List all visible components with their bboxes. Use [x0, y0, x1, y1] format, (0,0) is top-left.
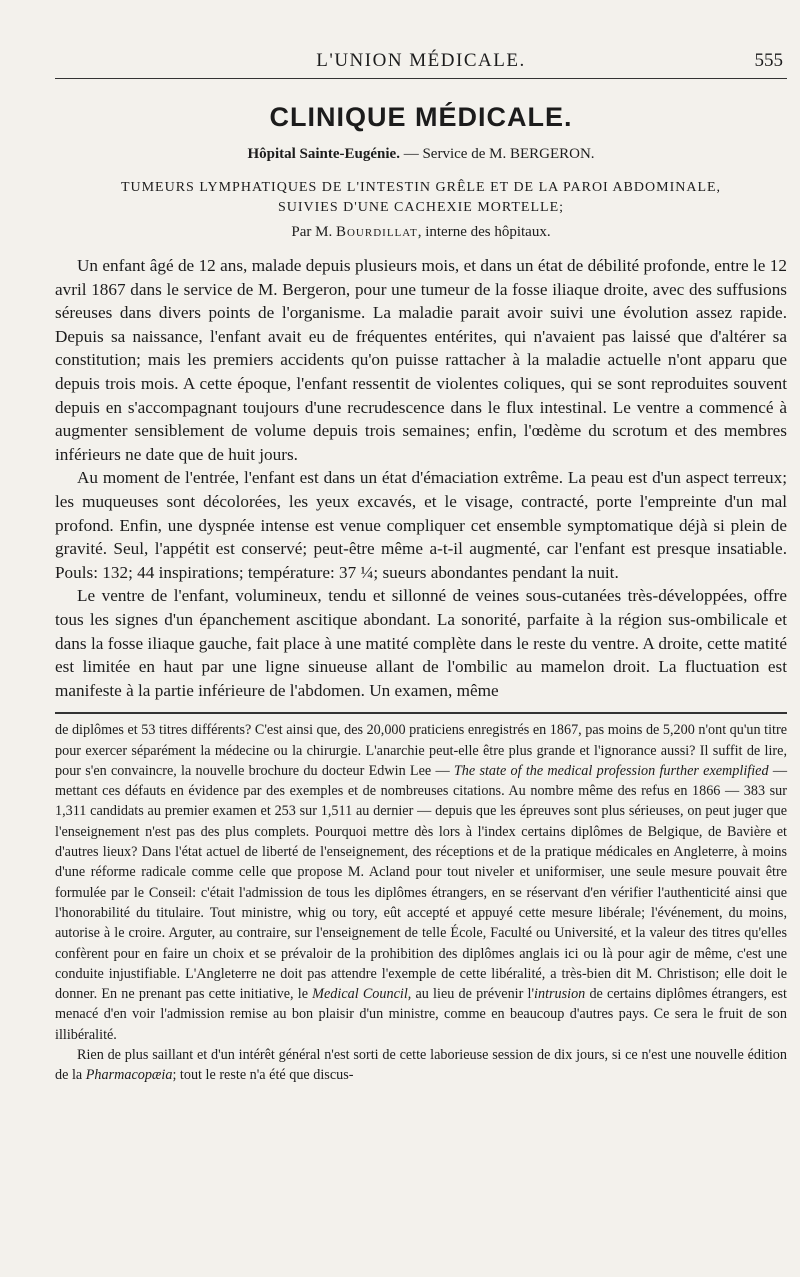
text-run: ; tout le reste n'a été que discus- [172, 1067, 354, 1084]
text-run: , au lieu de prévenir l' [407, 986, 535, 1003]
italic-title: The state of the medical profession further exemplified [453, 762, 769, 779]
body-paragraph: Un enfant âgé de 12 ans, malade depuis plusieurs mois, et dans un état de débilité profonde, entre le 12 avril 1867 dans le service de M. Bergeron, pour une tumeur de la fosse iliaque droite, avec des suffusions séreuses dans divers points de l'organisme. La maladie parait avoir suivi une évolution assez rapide. Depuis sa naissance, l'enfant avait eu de fréquentes entérites, qui n'avaient pas laissé que d'altérer sa constitution; mais les premiers accidents qu'on puisse rattacher à la maladie actuelle n'ont apparu que depuis trois mois. A cette époque, l'enfant ressentit de violentes coliques, qui se sont reproduites souvent depuis en s'accompagnant toujours d'une recrudescence dans le flux intestinal. Le ventre a commencé à augmenter sensiblement de volume depuis trois semaines; enfin, l'œdème du scrotum et des membres inférieurs ne date que de huit jours. [55, 256, 787, 464]
article-title-line-1: TUMEURS LYMPHATIQUES DE L'INTESTIN GRÊLE ET DE LA PAROI ABDOMINALE, [120, 180, 722, 195]
hospital-service: — Service de M. BERGERON. [399, 146, 595, 162]
text-run: Rien de plus saillant et d'un intérêt général n'est sorti de cette laborieuse session de dix jours, si ce n'est une nouvelle édition de la [55, 1047, 787, 1084]
body-paragraph: Le ventre de l'enfant, volumineux, tendu et sillonné de veines sous-cutanées très-développées, offre tous les signes d'un épanchement ascitique abondant. La sonorité, parfaite à la région sus-ombilicale et dans la fosse iliaque gauche, fait place à une matité complète dans le reste du ventre. A droite, cette matité est limitée en haut par une ligne sinueuse allant de l'ombilic au mamelon droit. La fluctuation est manifeste à la partie inférieure de l'abdomen. Un examen, même [55, 586, 787, 700]
body-paragraph: Au moment de l'entrée, l'enfant est dans un état d'émaciation extrême. La peau est d'un aspect terreux; les muqueuses sont décolorées, les yeux excavés, et le visage, contracté, porte l'empreinte d'un mal profond. Enfin, une dyspnée intense est venue compliquer cet ensemble symptomatique déjà si plein de gravité. Seul, l'appétit est conservé; peut-être même a-t-il augmenté, car l'enfant est presque insatiable. Pouls: 132; 44 inspirations; température: 37 ¼; sueurs abondantes pendant la nuit. [55, 468, 787, 582]
header-rule [55, 78, 787, 79]
article-title-line-2: SUIVIES D'UNE CACHEXIE MORTELLE; [277, 200, 565, 215]
byline-suffix: , interne des hôpitaux. [417, 224, 551, 240]
italic-term: intrusion [534, 986, 586, 1003]
text-run: — mettant ces défauts en évidence par des exemples et de nombreuses citations. Au nombre même des refus en 1866 — 383 sur 1,311 candidats au premier examen et 253 sur 1,511 au dernier — depuis que les épreuves sont plus sérieuses, on peut juger que l'enseignement n'est pas des plus complets. Pourquoi mettre dès lors à l'index certains diplômes de Belgique, de Bavière et d'autres lieux? Dans l'état actuel de liberté de l'enseignement, des réceptions et de la pratique médicales en Angleterre, à moins d'une réforme radicale comme celle que propose M. Acland pour tout niveler et uniformiser, une seule mesure pouvait être formulée par le Conseil: c'était l'admission de tous les diplômes étrangers, en se réservant d'en vérifier l'authenticité ainsi que l'honorabilité du titulaire. Tout ministre, whig ou tory, eût accepté et appuyé cette mesure libérale; l'événement, du moins, autorise à le croire. Arguter, au contraire, sur l'enseignement de telle École, Faculté ou Université, et la valeur des titres qu'elles confèrent pour en faire un choix et se prévaloir de la prohibition des diplômes anglais ici ou là pour agir de même, c'est une conduite injustifiable. L'Angleterre ne doit pas attendre l'exemple de cette libéralité, a très-bien dit M. Christison; elle doit le donner. En ne prenant pas cette initiative, le [55, 762, 788, 1003]
feuilleton-separator [55, 712, 787, 718]
running-header [55, 48, 787, 82]
section-title: CLINIQUE MÉDICALE. [269, 102, 573, 132]
byline-author: Bourdillat [335, 224, 418, 240]
hospital-name: Hôpital Sainte-Eugénie. [247, 146, 400, 162]
running-title: L'UNION MÉDICALE. [316, 50, 526, 71]
page-number: 555 [754, 50, 783, 71]
italic-term: Medical Council [312, 986, 408, 1003]
text-run: de certains diplômes étrangers, est menacé d'en voir l'admission remise au bon plaisir d'un ministre, comme en beaucoup d'autres pays. Ce sera le fruit de son illibéralité. [55, 986, 787, 1043]
byline-prefix: Par M. [291, 224, 336, 240]
italic-term: Pharmacopæia [85, 1067, 173, 1084]
feuilleton-paragraph [55, 720, 787, 1045]
byline [55, 224, 787, 246]
feuilleton-paragraph [55, 1045, 787, 1086]
hospital-line [55, 146, 787, 168]
feuilleton-section [55, 720, 787, 1085]
article-body [55, 254, 787, 702]
newspaper-page [55, 48, 787, 1086]
article-title [55, 178, 787, 218]
text-run: de diplômes et 53 titres différents? C'est ainsi que, des 20,000 praticiens enregistrés en 1867, pas moins de 5,200 n'ont qu'un titre pour exercer séparément la médecine ou la chirurgie. L'anarchie peut-elle être plus grande et l'ignorance aussi? Il suffit de lire, pour s'en convaincre, la nouvelle brochure du docteur Edwin Lee — [55, 722, 788, 779]
